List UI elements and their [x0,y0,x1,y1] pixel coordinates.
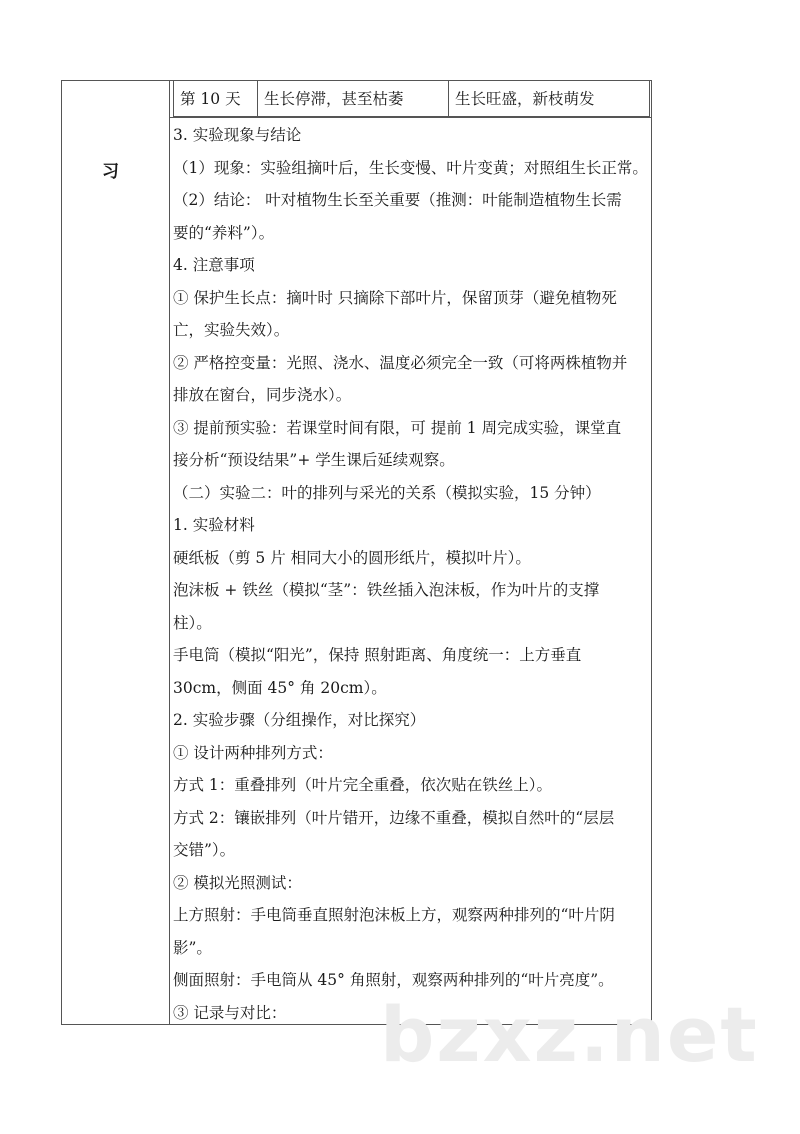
text-line: 亡，实验失效）。 [173,321,290,339]
text-line: 1. 实验材料 [173,516,255,534]
text-line: ③ 记录与对比： [173,1003,287,1022]
text-line: 接分析“预设结果”+ 学生课后延续观察。 [173,451,455,469]
text-line: 要的“养料”）。 [173,223,275,242]
text-line: ② 模拟光照测试： [173,873,302,892]
text-line: ② 严格控变量：光照、浇水、温度必须完全一致（可将两株植物并 [173,353,628,372]
table-cell-experiment: 生长停滞，甚至枯萎 [258,81,449,116]
text-line: 4. 注意事项 [173,256,255,274]
lesson-table [61,80,652,1025]
text-line: 上方照射：手电筒垂直照射泡沫板上方，观察两种排列的“叶片阴 [173,906,615,924]
content-column [170,81,651,1024]
text-line: 手电筒（模拟“阳光”，保持 照射距离、角度统一：上方垂直 [173,646,582,664]
text-line: 柱）。 [173,613,212,632]
text-line: （2）结论： 叶对植物生长至关重要（推测：叶能制造植物生长需 [173,191,622,209]
text-line: ③ 提前预实验：若课堂时间有限，可 提前 1 周完成实验，课堂直 [173,418,622,437]
section-label: 习 [102,162,119,182]
text-line: （二）实验二：叶的排列与采光的关系（模拟实验，15 分钟） [173,483,601,502]
text-line: 30cm，侧面 45° 角 20cm）。 [173,678,387,697]
text-line: 排放在窗台，同步浇水）。 [173,386,352,404]
row-divider [170,117,651,118]
table-cell-day: 第 10 天 [174,81,258,116]
left-column [62,81,170,1024]
watermark: bzxz.net [380,990,759,1079]
text-line: 侧面照射：手电筒从 45° 角照射，观察两种排列的“叶片亮度”。 [173,971,614,989]
text-line: ① 设计两种排列方式： [173,743,333,762]
text-line: （1）现象：实验组摘叶后，生长变慢、叶片变黄；对照组生长正常。 [173,158,648,177]
text-line: 方式 2：镶嵌排列（叶片错开，边缘不重叠，模拟自然叶的“层层 [173,808,615,827]
text-line: 方式 1：重叠排列（叶片完全重叠，依次贴在铁丝上）。 [173,776,553,794]
text-line: ① 保护生长点：摘叶时 只摘除下部叶片，保留顶芽（避免植物死 [173,288,617,307]
body-text [173,119,653,1029]
text-line: 硬纸板（剪 5 片 相同大小的圆形纸片，模拟叶片）。 [173,548,531,567]
result-table-row [173,81,650,117]
text-line: 3. 实验现象与结论 [173,126,302,144]
text-line: 泡沫板 + 铁丝（模拟“茎”：铁丝插入泡沫板，作为叶片的支撑 [173,581,600,599]
table-cell-control: 生长旺盛，新枝萌发 [455,90,595,108]
text-line: 影”。 [173,938,212,957]
text-line: 交错”）。 [173,841,236,859]
text-line: 2. 实验步骤（分组操作，对比探究） [173,711,426,729]
